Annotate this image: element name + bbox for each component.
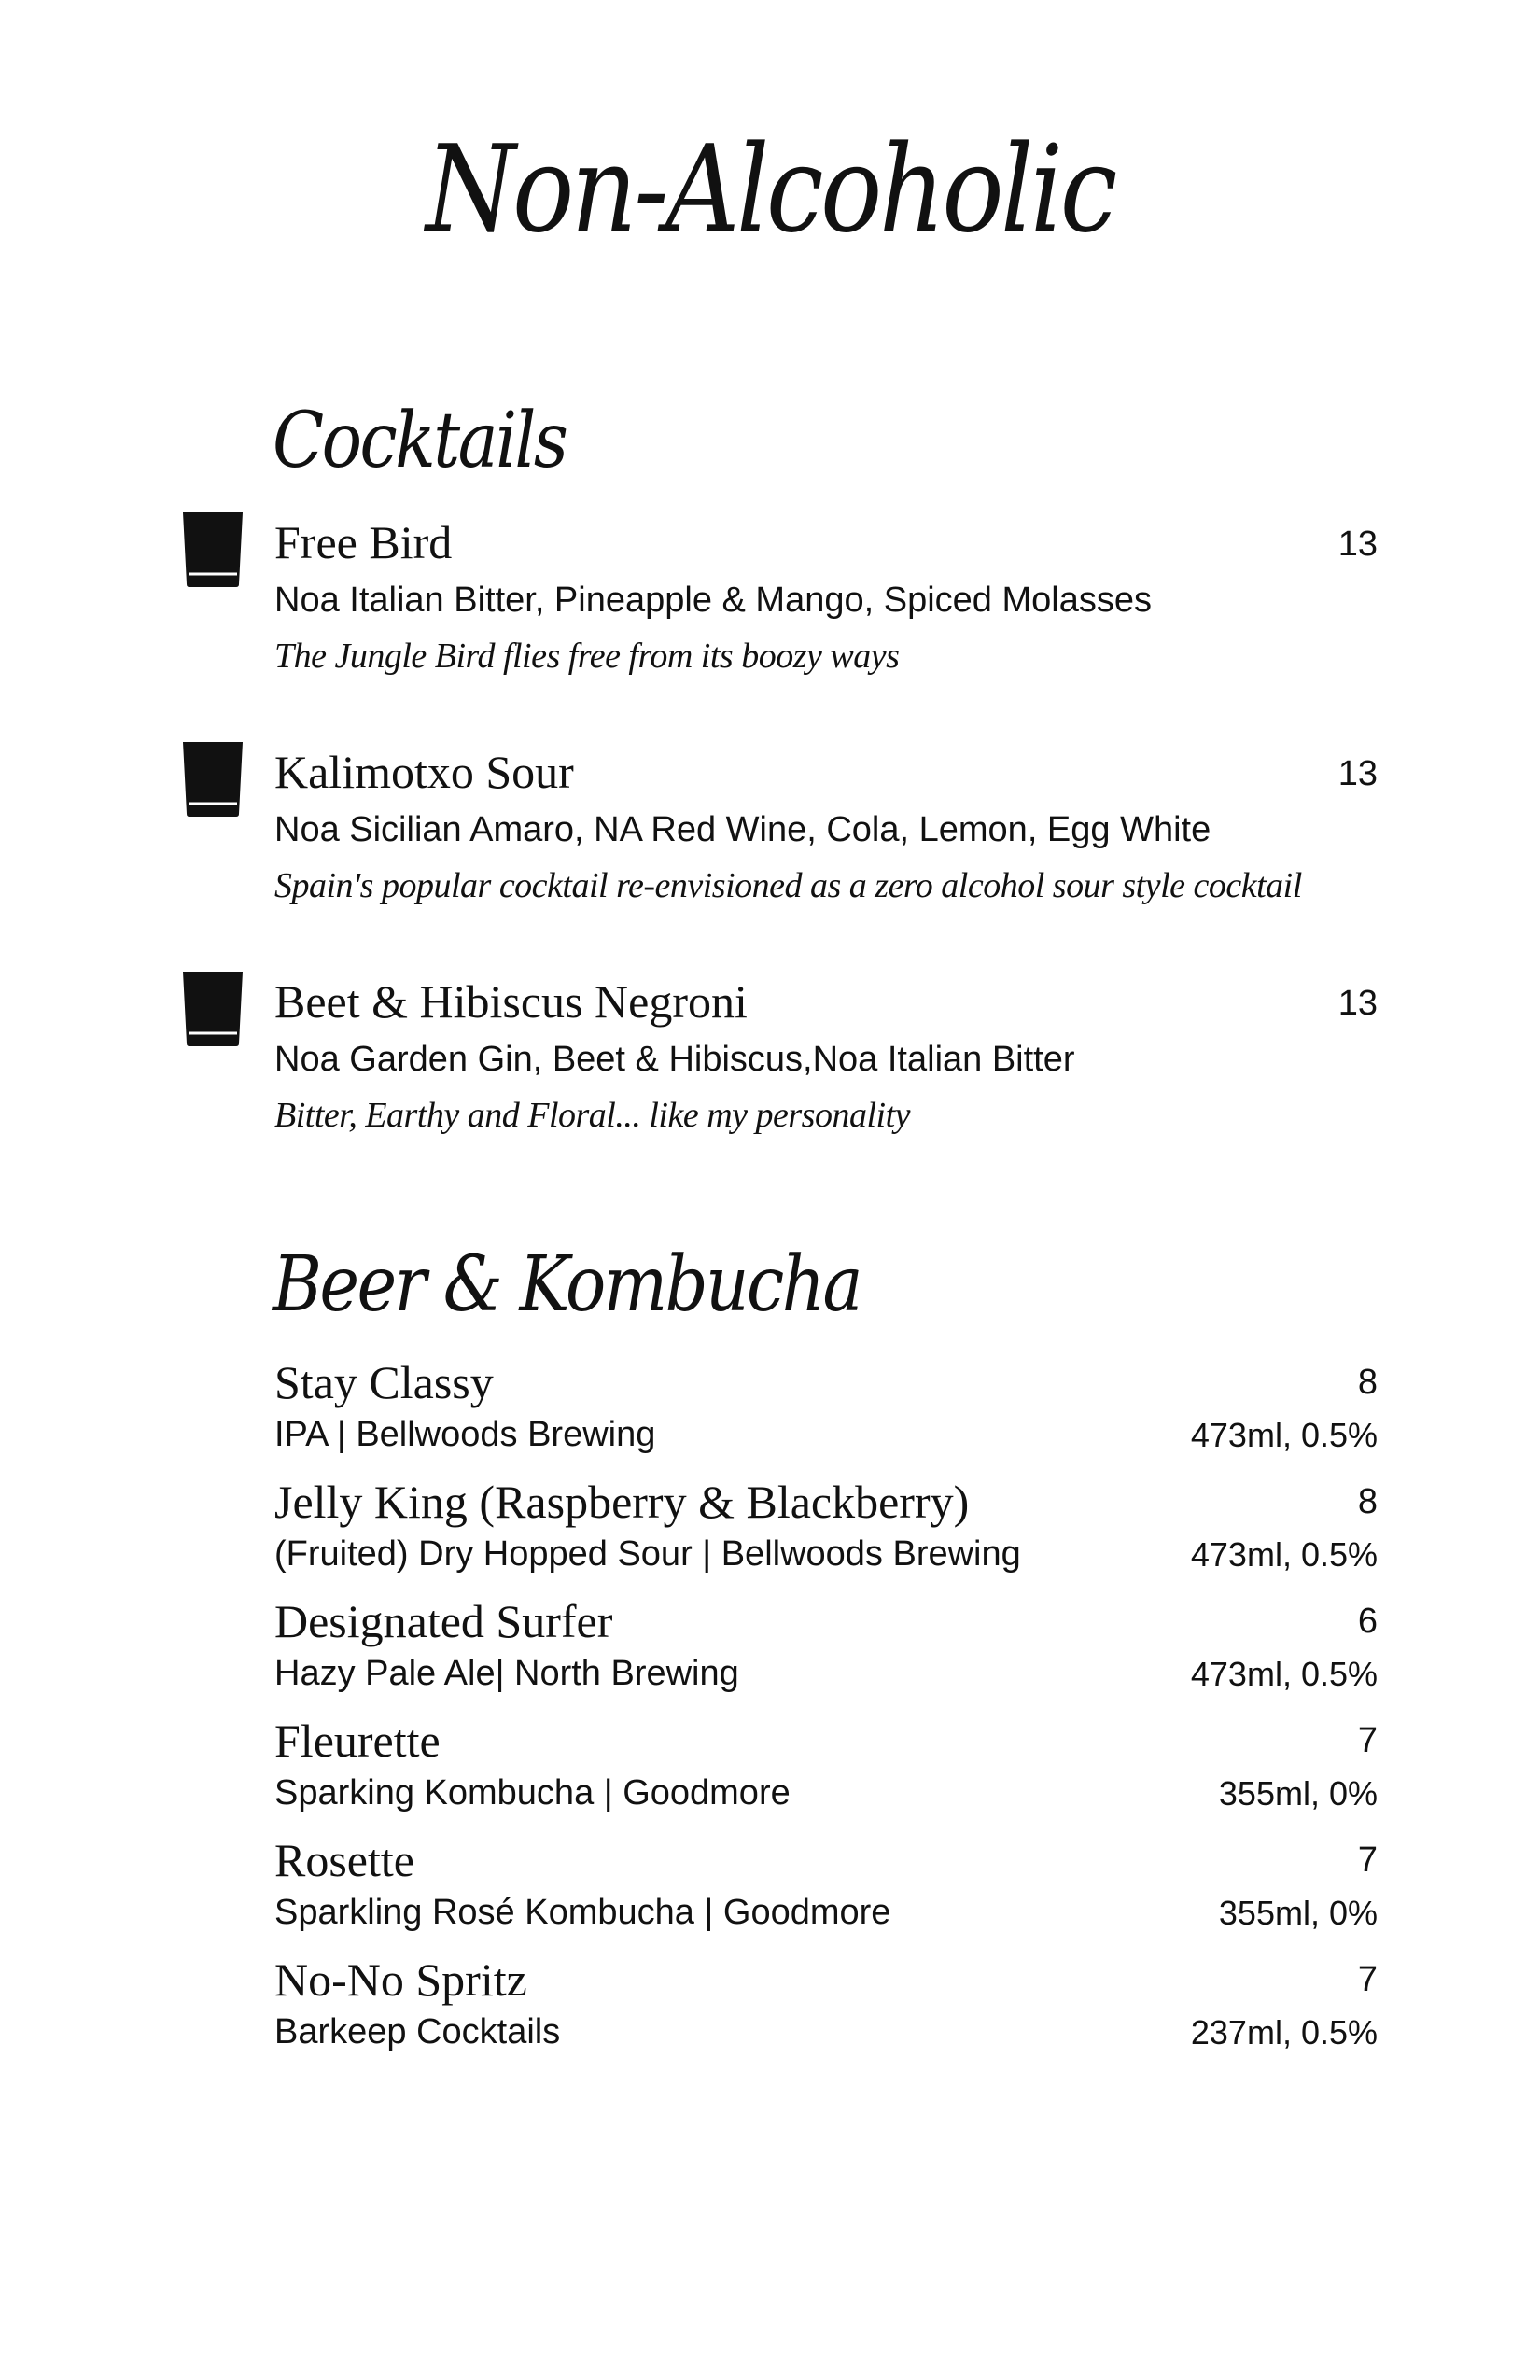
page-title: Non-Alcoholic bbox=[426, 120, 1114, 259]
beverage-details: Sparkling Rosé Kombucha | Goodmore bbox=[274, 1893, 891, 1932]
rocks-glass-icon bbox=[179, 510, 246, 590]
beverage-details: (Fruited) Dry Hopped Sour | Bellwoods Brewing bbox=[274, 1534, 1021, 1574]
cocktail-note: Bitter, Earthy and Floral... like my personality bbox=[274, 1096, 911, 1135]
beverage-volume: 355ml, 0% bbox=[1218, 1894, 1378, 1932]
cocktail-price: 13 bbox=[1337, 525, 1378, 564]
beverage-name: Fleurette bbox=[274, 1715, 441, 1767]
cocktail-name: Kalimotxo Sour bbox=[274, 746, 574, 798]
beverage-item bbox=[0, 1356, 1540, 1471]
rocks-glass-icon bbox=[179, 739, 246, 819]
beverage-name: Rosette bbox=[274, 1834, 414, 1886]
cocktail-ingredients: Noa Garden Gin, Beet & Hibiscus,Noa Italian Bitter bbox=[274, 1040, 1075, 1079]
cocktail-name: Free Bird bbox=[274, 516, 453, 568]
beverage-name: Stay Classy bbox=[274, 1356, 494, 1408]
cocktail-item bbox=[0, 739, 1540, 926]
beverage-item bbox=[0, 1953, 1540, 2068]
beverage-volume: 473ml, 0.5% bbox=[1190, 1535, 1378, 1574]
beverage-name: Jelly King (Raspberry & Blackberry) bbox=[274, 1476, 970, 1528]
beverage-item bbox=[0, 1595, 1540, 1710]
cocktail-price: 13 bbox=[1337, 984, 1378, 1023]
beverage-volume: 473ml, 0.5% bbox=[1190, 1416, 1378, 1454]
beverage-details: IPA | Bellwoods Brewing bbox=[274, 1415, 656, 1454]
beverage-price: 7 bbox=[1357, 1841, 1378, 1880]
beverage-name: Designated Surfer bbox=[274, 1595, 613, 1647]
cocktail-note: Spain's popular cocktail re-envisioned as a zero alcohol sour style cocktail bbox=[274, 866, 1302, 905]
section-title-cocktails: Cocktails bbox=[273, 397, 567, 485]
cocktail-item bbox=[0, 510, 1540, 696]
rocks-glass-icon bbox=[179, 969, 246, 1049]
beverage-price: 8 bbox=[1357, 1363, 1378, 1402]
beverage-volume: 355ml, 0% bbox=[1218, 1774, 1378, 1813]
beverage-price: 6 bbox=[1357, 1602, 1378, 1641]
cocktail-ingredients: Noa Italian Bitter, Pineapple & Mango, Spiced Molasses bbox=[274, 581, 1152, 620]
section-title-beer-kombucha: Beer & Kombucha bbox=[273, 1240, 861, 1329]
beverage-item bbox=[0, 1717, 1540, 1829]
cocktail-ingredients: Noa Sicilian Amaro, NA Red Wine, Cola, Lemon, Egg White bbox=[274, 810, 1211, 849]
beverage-price: 8 bbox=[1357, 1482, 1378, 1521]
cocktail-name: Beet & Hibiscus Negroni bbox=[274, 975, 748, 1028]
beverage-details: Barkeep Cocktails bbox=[274, 2012, 561, 2051]
cocktail-price: 13 bbox=[1337, 754, 1378, 793]
beverage-volume: 473ml, 0.5% bbox=[1190, 1655, 1378, 1693]
beverage-price: 7 bbox=[1357, 1960, 1378, 1999]
beverage-name: No-No Spritz bbox=[274, 1953, 527, 2006]
beverage-price: 7 bbox=[1357, 1721, 1378, 1760]
beverage-item bbox=[0, 1834, 1540, 1949]
cocktail-note: The Jungle Bird flies free from its boozy ways bbox=[274, 637, 900, 676]
beverage-details: Hazy Pale Ale| North Brewing bbox=[274, 1654, 739, 1693]
cocktail-item bbox=[0, 969, 1540, 1155]
beverage-item bbox=[0, 1478, 1540, 1590]
beverage-details: Sparking Kombucha | Goodmore bbox=[274, 1773, 791, 1813]
beverage-volume: 237ml, 0.5% bbox=[1190, 2013, 1378, 2051]
